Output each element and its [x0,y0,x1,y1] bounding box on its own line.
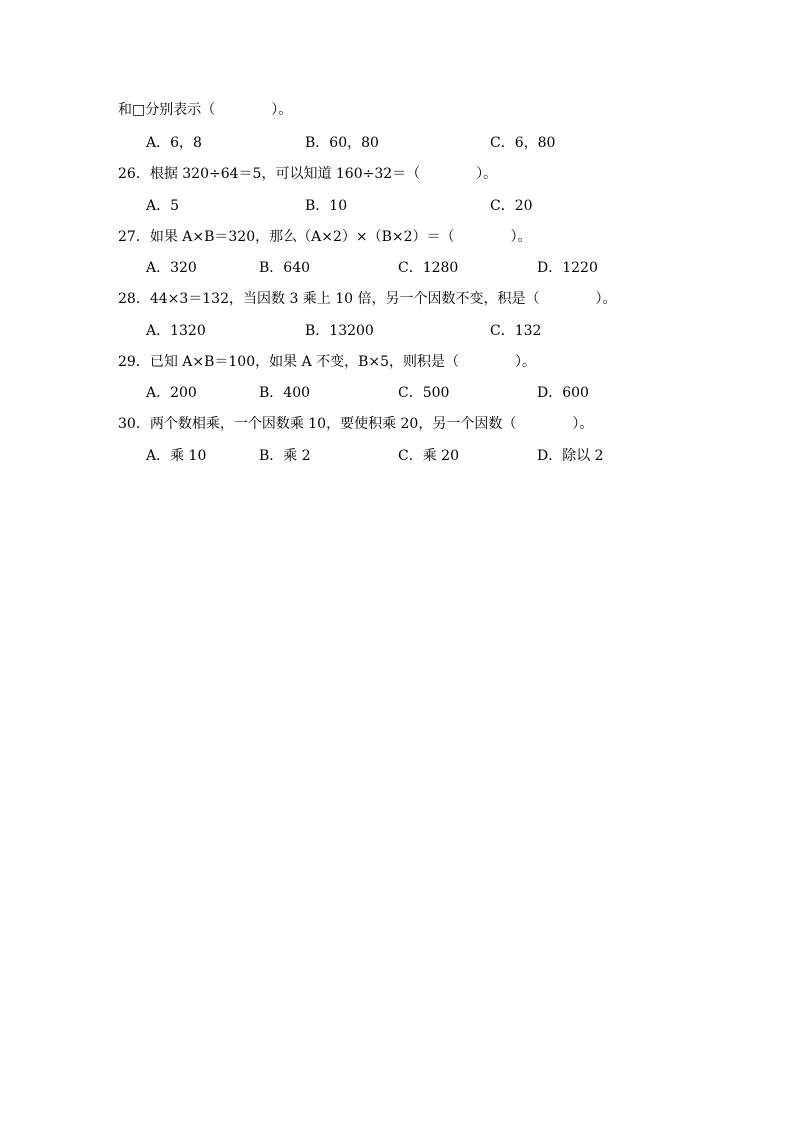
question-stem: 30．两个数相乘，一个因数乘 10，要使积乘 20，另一个因数（ ）。 [118,416,594,432]
option-d: D．除以 2 [537,448,604,464]
question-stem: 29．已知 A×B＝100，如果 A 不变，B×5，则积是（ ）。 [118,354,537,370]
option-b: B．10 [305,198,348,214]
option-b: B．13200 [305,323,374,339]
option-b: B．60，80 [305,135,379,151]
question-stem: 27．如果 A×B＝320，那么（A×2）×（B×2）＝（ ）。 [118,229,532,245]
option-a: A．6，8 [146,135,202,151]
option-c: C．132 [490,323,542,339]
option-c: C．6，80 [490,135,556,151]
option-d: D．1220 [537,260,598,276]
question-stem: 28．44×3＝132，当因数 3 乘上 10 倍，另一个因数不变，积是（ ）。 [118,291,617,307]
option-b: B．400 [259,385,311,401]
option-c: C．乘 20 [398,448,459,464]
option-c: C．500 [398,385,450,401]
question-stem: 和□分别表示（ ）。 [118,102,293,118]
option-a: A．200 [146,385,197,401]
option-a: A．乘 10 [146,448,207,464]
question-stem: 26．根据 320÷64＝5，可以知道 160÷32＝（ ）。 [118,166,498,182]
option-b: B．乘 2 [259,448,311,464]
option-c: C．1280 [398,260,459,276]
option-d: D．600 [537,385,589,401]
option-a: A．5 [146,198,180,214]
option-c: C．20 [490,198,533,214]
option-b: B．640 [259,260,311,276]
option-a: A．320 [146,260,197,276]
option-a: A．1320 [146,323,206,339]
